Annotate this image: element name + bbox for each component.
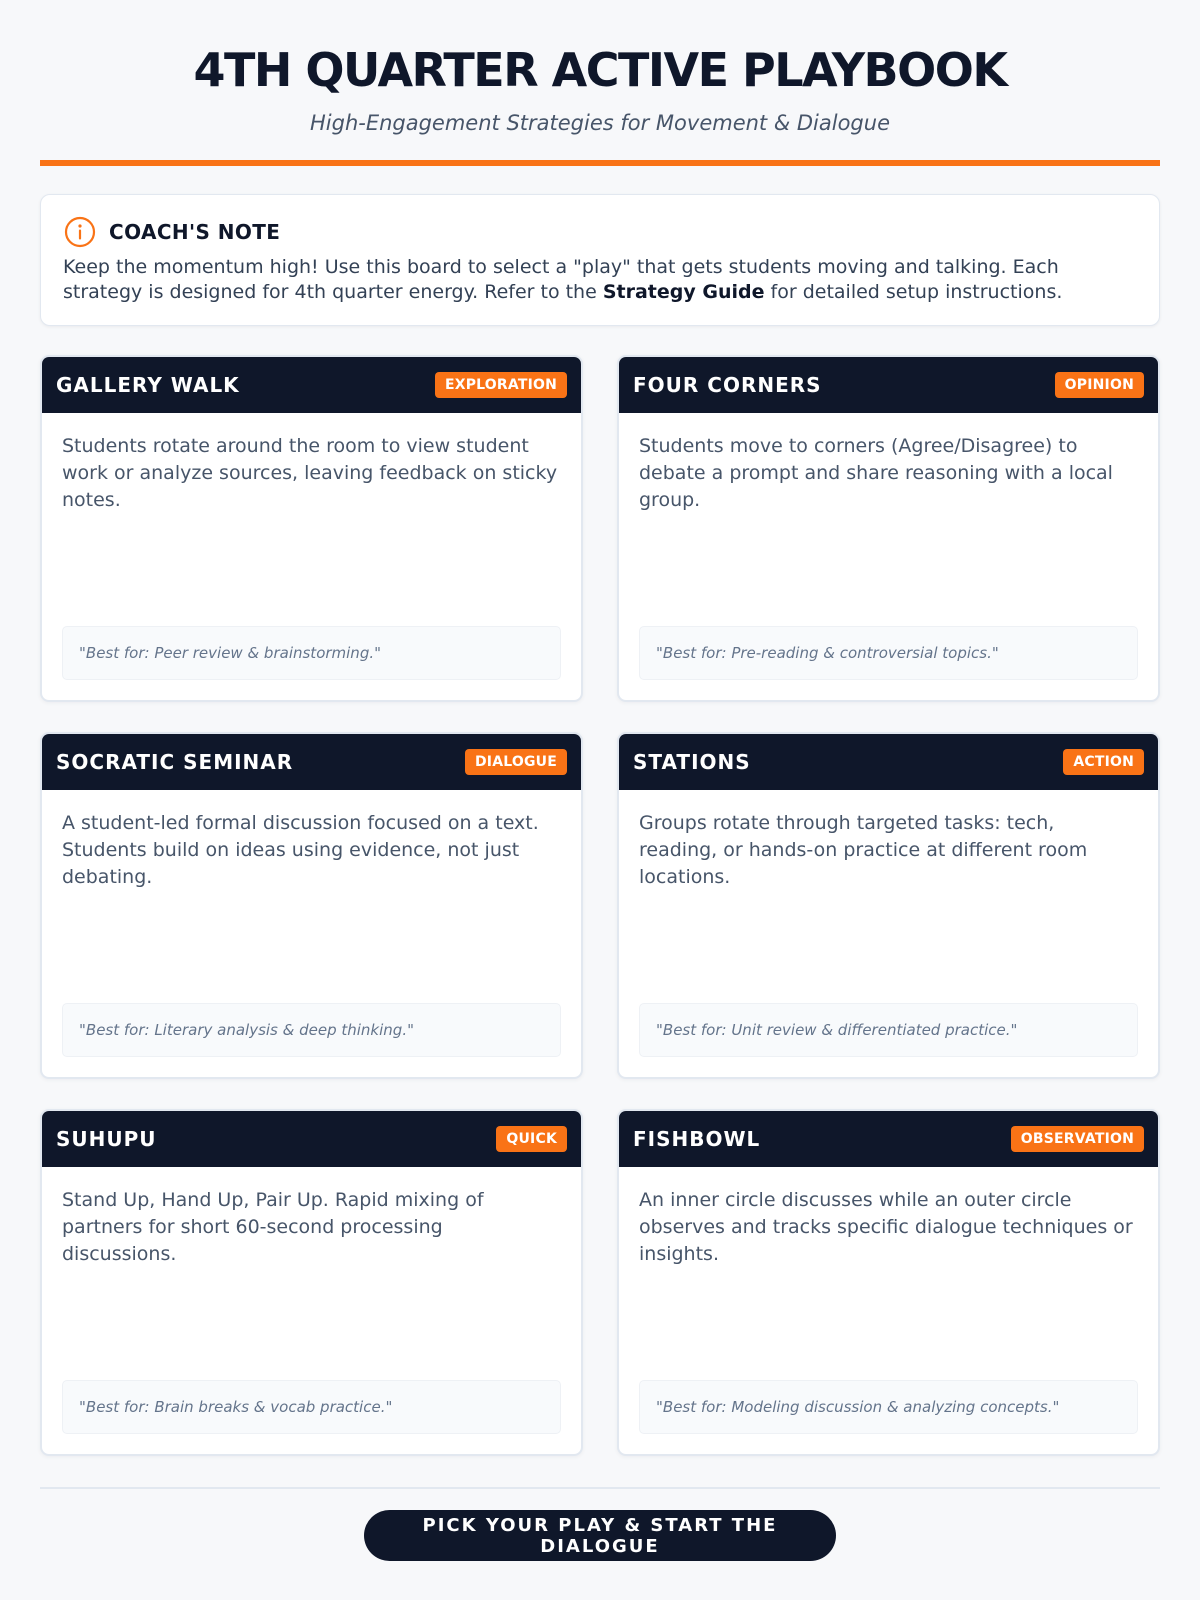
card-header xyxy=(42,734,581,790)
coach-note-text-end: for detailed setup instructions. xyxy=(764,281,1063,303)
card-best-for: "Best for: Modeling discussion & analyzing concepts." xyxy=(639,1380,1138,1434)
card-description: A student-led formal discussion focused on a text. Students build on ideas using evidence, not just debating. xyxy=(62,812,539,888)
strategy-card-gallery-walk[interactable] xyxy=(40,355,583,702)
strategy-card-suhupu[interactable] xyxy=(40,1109,583,1456)
strategy-card-fishbowl[interactable] xyxy=(617,1109,1160,1456)
card-header xyxy=(619,734,1158,790)
page-title: 4TH QUARTER ACTIVE PLAYBOOK xyxy=(193,43,1007,97)
coach-note-text xyxy=(63,255,1137,305)
card-header xyxy=(619,357,1158,413)
card-best-for: "Best for: Unit review & differentiated practice." xyxy=(639,1003,1138,1057)
card-best-for: "Best for: Peer review & brainstorming." xyxy=(62,626,561,680)
card-title: STATIONS xyxy=(633,750,751,774)
pick-your-play-button[interactable]: PICK YOUR PLAY & START THE DIALOGUE xyxy=(364,1510,836,1561)
coach-note-text-start: Keep the momentum high! Use this board to select a "play" that gets students moving and talking. Each strategy is designed for 4th quarter energy. Refer to the xyxy=(63,256,1059,303)
card-title: SOCRATIC SEMINAR xyxy=(56,750,294,774)
page-header xyxy=(40,0,1160,136)
card-description: Stand Up, Hand Up, Pair Up. Rapid mixing of partners for short 60-second processing discussions. xyxy=(62,1189,484,1265)
card-description: An inner circle discusses while an outer circle observes and tracks specific dialogue techniques or insights. xyxy=(639,1189,1133,1265)
info-circle-icon xyxy=(63,215,97,249)
card-category-badge: OBSERVATION xyxy=(1011,1126,1144,1152)
coach-note-title: COACH'S NOTE xyxy=(109,220,281,244)
card-title: GALLERY WALK xyxy=(56,373,240,397)
coach-note-panel xyxy=(40,194,1160,326)
card-category-badge: DIALOGUE xyxy=(465,749,567,775)
card-title: FISHBOWL xyxy=(633,1127,761,1151)
card-description: Students move to corners (Agree/Disagree) to debate a prompt and share reasoning with a local group. xyxy=(639,435,1113,511)
card-best-for: "Best for: Brain breaks & vocab practice." xyxy=(62,1380,561,1434)
strategy-card-grid xyxy=(40,355,1160,1456)
card-title: SUHUPU xyxy=(56,1127,157,1151)
card-best-for: "Best for: Pre-reading & controversial topics." xyxy=(639,626,1138,680)
card-header xyxy=(619,1111,1158,1167)
strategy-card-stations[interactable] xyxy=(617,732,1160,1079)
strategy-guide-reference: Strategy Guide xyxy=(602,281,765,303)
card-category-badge: OPINION xyxy=(1055,372,1144,398)
strategy-card-socratic-seminar[interactable] xyxy=(40,732,583,1079)
card-category-badge: EXPLORATION xyxy=(435,372,567,398)
card-header xyxy=(42,1111,581,1167)
strategy-card-four-corners[interactable] xyxy=(617,355,1160,702)
card-title: FOUR CORNERS xyxy=(633,373,822,397)
page-subtitle: High-Engagement Strategies for Movement & Dialogue xyxy=(309,111,890,135)
header-accent-divider xyxy=(40,160,1160,166)
card-category-badge: ACTION xyxy=(1063,749,1144,775)
coach-note-header xyxy=(63,215,1137,249)
card-description: Students rotate around the room to view student work or analyze sources, leaving feedback on sticky notes. xyxy=(62,435,558,511)
card-description: Groups rotate through targeted tasks: tech, reading, or hands-on practice at different room locations. xyxy=(639,812,1088,888)
card-category-badge: QUICK xyxy=(496,1126,567,1152)
footer-divider xyxy=(40,1487,1160,1489)
card-best-for: "Best for: Literary analysis & deep thinking." xyxy=(62,1003,561,1057)
card-header xyxy=(42,357,581,413)
